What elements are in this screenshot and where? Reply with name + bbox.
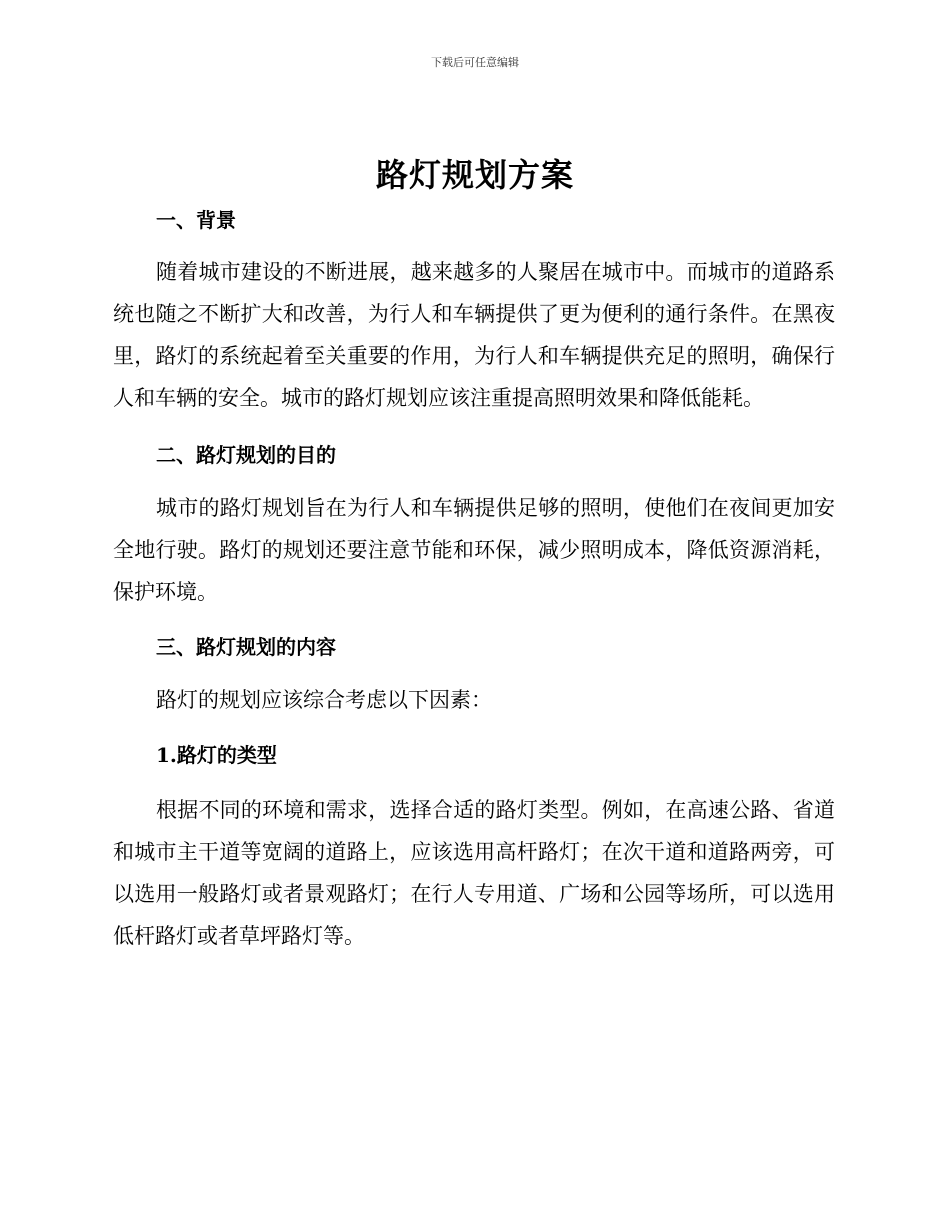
subsection-paragraph-lamp-type: 根据不同的环境和需求，选择合适的路灯类型。例如，在高速公路、省道和城市主干道等宽阔的道路上，应该选用高杆路灯；在次干道和道路两旁，可以选用一般路灯或者景观路灯；在行人专用道、广场和公园等场所，可以选用低杆路灯或者草坪路灯等。 — [113, 798, 835, 948]
section-heading-purpose: 二、路灯规划的目的 — [156, 443, 336, 467]
section-paragraph-purpose: 城市的路灯规划旨在为行人和车辆提供足够的照明，使他们在夜间更加安全地行驶。路灯的规划还要注意节能和环保，减少照明成本，降低资源消耗，保护环境。 — [113, 496, 835, 604]
document-body — [113, 200, 835, 957]
section-heading-content: 三、路灯规划的内容 — [156, 635, 336, 659]
section-heading-background: 一、背景 — [156, 208, 236, 232]
header-note: 下载后可任意编辑 — [431, 56, 519, 69]
section-paragraph-content: 路灯的规划应该综合考虑以下因素： — [156, 688, 492, 712]
document-title: 路灯规划方案 — [375, 156, 574, 194]
section-paragraph-background: 随着城市建设的不断进展，越来越多的人聚居在城市中。而城市的道路系统也随之不断扩大和改善，为行人和车辆提供了更为便利的通行条件。在黑夜里，路灯的系统起着至关重要的作用，为行人和车辆提供充足的照明，确保行人和车辆的安全。城市的路灯规划应该注重提高照明效果和降低能耗。 — [113, 260, 835, 410]
subsection-heading-lamp-type: 1.路灯的类型 — [156, 743, 277, 767]
